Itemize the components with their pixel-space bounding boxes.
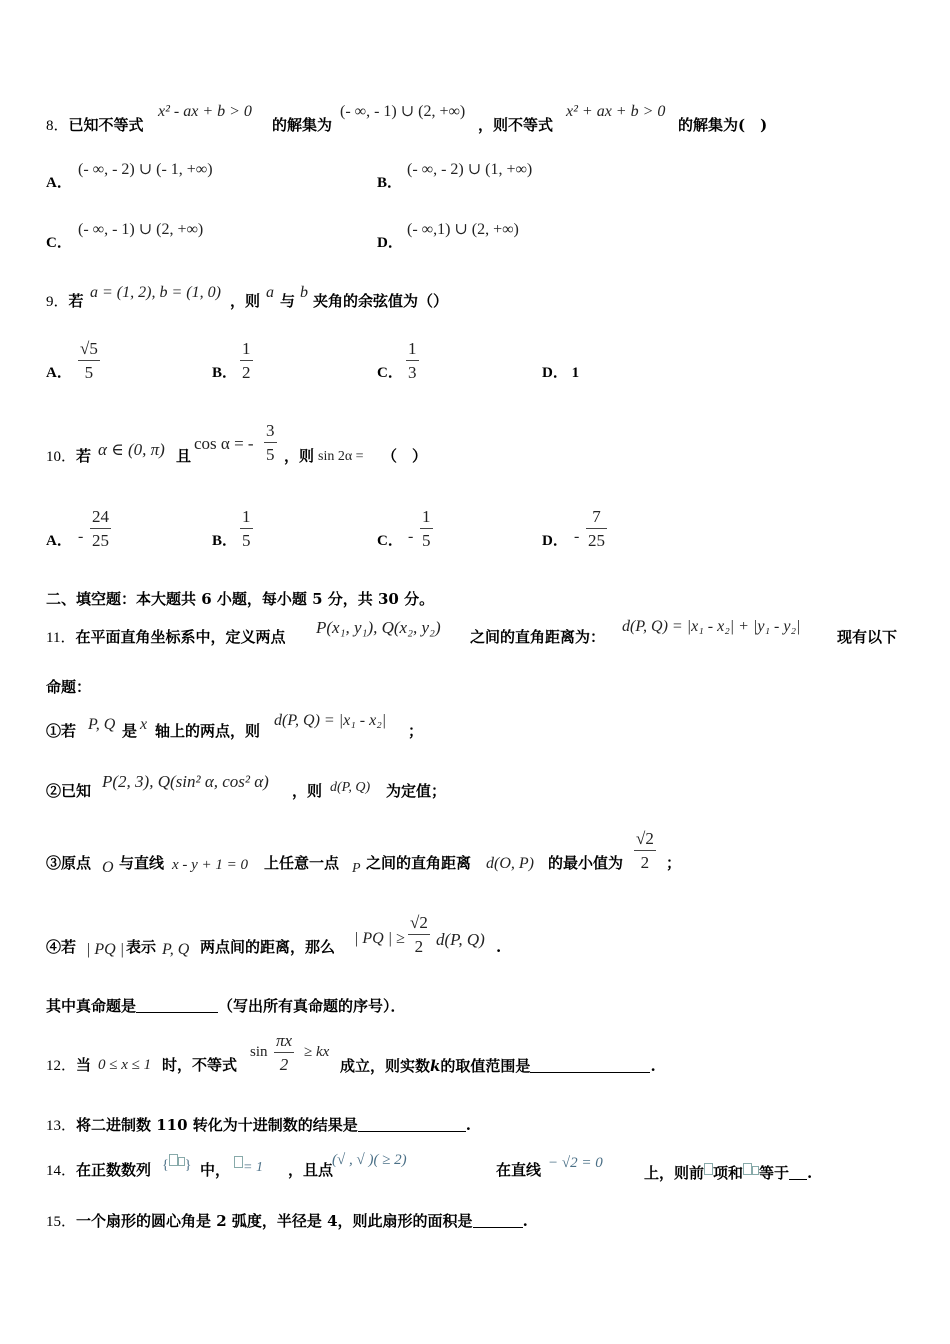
q11-prop-2-d: d(P, Q): [330, 780, 371, 795]
q11-prop-3-line: x - y + 1 = 0: [172, 857, 249, 873]
q9-option-d-label[interactable]: [542, 366, 579, 381]
q9-text-4: 夹角的余弦值为（）: [313, 292, 449, 310]
q15-end: .: [522, 1212, 528, 1230]
q11-prop-4-lhs: | PQ | ≥: [354, 930, 405, 947]
q10-option-c-sign: -: [408, 528, 414, 545]
q8-text-3: ，则不等式: [478, 116, 554, 134]
q9-option-c-numerator: 1: [408, 339, 417, 358]
q10-option-d-label[interactable]: D．: [542, 533, 568, 549]
q10-option-a-label[interactable]: A．: [46, 533, 72, 549]
q10-option-d-sign: -: [574, 528, 580, 545]
q9-option-d-value: 1: [571, 365, 580, 381]
q11-prop-4-numerator: √2: [410, 913, 428, 932]
q8-solution-set: (- ∞, - 1) ∪ (2, +∞): [340, 103, 466, 120]
q11-prop-3-text-3: 之间的直角距离: [366, 854, 472, 872]
q9-option-b-fraction: [240, 340, 253, 381]
q8-stem: [46, 118, 144, 134]
q9-text-2: ，则: [230, 292, 261, 310]
q13-text: 将二进制数 110 转化为十进制数的结果是: [76, 1116, 358, 1134]
q13-number: 13．: [46, 1118, 77, 1134]
q8-option-b-label[interactable]: B．: [377, 175, 403, 191]
section-2-heading: 二、填空题：本大题共 6 小题，每小题 5 分，共 30 分。: [46, 590, 435, 608]
q11-prop-3-denominator: 2: [640, 853, 650, 872]
q14-point: (√ , √ )( ≥ 2): [332, 1152, 407, 1168]
q10-option-b-label[interactable]: B．: [212, 533, 238, 549]
q11-prop-2-prefix: ②已知: [46, 782, 92, 800]
q14-text-1: 在正数数列: [76, 1161, 152, 1179]
q12-answer-line: [340, 1058, 656, 1074]
q9-vector-b: b: [300, 284, 308, 301]
q9-vectors: a = (1, 2), b = (1, 0): [90, 284, 221, 301]
q10-condition-2: cos α = -: [194, 434, 254, 453]
q10-stem: [46, 449, 91, 465]
q10-option-a-sign: -: [78, 528, 84, 545]
q12-text-3: 成立，则实数: [340, 1057, 431, 1075]
q12-numerator: πx: [276, 1031, 293, 1050]
q11-prop-1-end: ；: [408, 722, 424, 740]
q14-answer-blank[interactable]: [789, 1165, 807, 1180]
q12-text-1: 当: [76, 1056, 92, 1074]
q11-prop-4-end: .: [496, 938, 502, 956]
q9-option-b-label[interactable]: B．: [212, 365, 238, 381]
q8-inequality-1: x² - ax + b > 0: [158, 103, 252, 120]
q12-denominator: 2: [279, 1055, 289, 1074]
q10-number: 10．: [46, 449, 77, 465]
q14-text-2: 中，: [200, 1161, 231, 1179]
q9-option-a-denominator: 5: [84, 363, 94, 382]
q8-text-2: 的解集为: [272, 116, 333, 134]
q10-option-b-denominator: 5: [242, 531, 251, 550]
q14-s-subscript: [752, 1166, 759, 1175]
q11-stem: [46, 630, 285, 646]
q10-condition-fraction: [264, 422, 277, 463]
q8-option-a-value: (- ∞, - 2) ∪ (- 1, +∞): [78, 161, 213, 178]
q8-number: 8．: [46, 118, 69, 134]
q12-stem: [46, 1058, 91, 1074]
q10-option-b-numerator: 1: [242, 507, 251, 526]
q9-number: 9．: [46, 294, 69, 310]
q11-prop-3-origin: O: [102, 859, 114, 876]
q10-condition-1: α ∈ (0, π): [98, 440, 165, 459]
q14-condition-text: = 1: [243, 1160, 263, 1175]
q10-text-3: ，则: [284, 447, 315, 465]
q11-text-1: 在平面直角坐标系中，定义两点: [75, 628, 286, 646]
q10-option-a-fraction: [90, 508, 111, 549]
q11-answer-suffix: （写出所有真命题的序号）．: [218, 997, 406, 1015]
q10-option-c-numerator: 1: [422, 507, 431, 526]
q10-cond-numerator: 3: [266, 421, 275, 440]
q8-text-4: 的解集为( ): [678, 116, 768, 134]
q15-number: 15．: [46, 1214, 77, 1230]
q11-prop-1-formula: d(P, Q) = |x₁ - x₂|: [274, 712, 387, 729]
q12-rhs: ≥ kx: [304, 1044, 330, 1060]
q14-text-5: 上，则前: [644, 1164, 705, 1182]
q14-condition: [234, 1156, 263, 1175]
q11-prop-4-text-2: 两点间的距离，那么: [200, 938, 336, 956]
q15-text: 一个扇形的圆心角是 2 弧度，半径是 4，则此扇形的面积是: [76, 1212, 473, 1230]
q11-prop-1-x: x: [140, 716, 148, 733]
q11-number: 11．: [46, 630, 76, 646]
q11-text-2: 之间的直角距离为：: [470, 628, 606, 646]
q13-answer-blank[interactable]: [358, 1117, 466, 1132]
q10-text-4: （ ）: [382, 447, 428, 465]
q11-prop-3-text-4: 的最小值为: [548, 854, 624, 872]
q10-option-c-denominator: 5: [422, 531, 431, 550]
q11-answer-prefix: 其中真命题是: [46, 997, 137, 1015]
q12-range: 0 ≤ x ≤ 1: [98, 1057, 152, 1073]
q9-option-a-label[interactable]: A．: [46, 365, 72, 381]
q12-sin: sin: [250, 1044, 268, 1060]
q12-end: .: [650, 1057, 656, 1075]
q8-option-a-label[interactable]: A．: [46, 175, 72, 191]
q10-option-a-denominator: 25: [92, 531, 109, 550]
q8-text-1: 已知不等式: [68, 116, 144, 134]
q11-prop-2-end: 为定值；: [386, 782, 447, 800]
q12-fraction: [274, 1032, 294, 1073]
q14-end: .: [807, 1164, 813, 1182]
q8-inequality-2: x² + ax + b > 0: [566, 103, 666, 120]
q10-cond-denominator: 5: [266, 445, 275, 464]
q11-prop-3-d: d(O, P): [486, 855, 534, 872]
q9-option-a-numerator: √5: [80, 339, 98, 358]
q11-prop-4-pq2: P, Q: [162, 941, 190, 958]
q11-prop-4-fraction: [408, 914, 430, 955]
q11-prop-1-prefix: ①若: [46, 722, 77, 740]
q11-points: P(x₁, y₁), Q(x₂, y₂): [316, 618, 441, 637]
q11-text-4: 命题：: [46, 678, 92, 696]
q12-k: k: [430, 1057, 441, 1075]
q8-option-b-value: (- ∞, - 2) ∪ (1, +∞): [407, 161, 533, 178]
q10-text-1: 若: [76, 447, 92, 465]
q11-answer-line: [46, 998, 406, 1014]
q11-text-3: 现有以下: [837, 628, 898, 646]
q12-number: 12．: [46, 1058, 77, 1074]
q11-prop-4-pq: | PQ |: [86, 941, 125, 958]
q11-prop-3-numerator: √2: [636, 829, 654, 848]
q11-prop-3-fraction: [634, 830, 656, 871]
q9-option-a-fraction: [78, 340, 100, 381]
q9-option-b-denominator: 2: [242, 363, 251, 382]
q8-option-c-label[interactable]: C．: [46, 235, 72, 251]
q12-answer-blank[interactable]: [530, 1058, 650, 1073]
q11-prop-3-prefix: ③原点: [46, 854, 92, 872]
q14-sequence-symbol: { }: [162, 1154, 191, 1173]
q9-option-c-label[interactable]: C．: [377, 365, 403, 381]
q11-prop-1-text-1: 是: [122, 722, 138, 740]
q14-number: 14．: [46, 1163, 77, 1179]
q10-option-b-fraction: [240, 508, 253, 549]
q13-end: .: [465, 1116, 472, 1134]
q8-option-d-label[interactable]: D．: [377, 235, 403, 251]
q11-prop-4-text-1: 表示: [126, 938, 157, 956]
q11-prop-1-text-2: 轴上的两点，则: [155, 722, 261, 740]
q8-option-d-value: (- ∞,1) ∪ (2, +∞): [407, 221, 519, 238]
q10-text-2: 且: [176, 447, 192, 465]
q11-prop-2-points: P(2, 3), Q(sin² α, cos² α): [102, 772, 269, 791]
q9-option-c-fraction: [406, 340, 419, 381]
q14-line: − √2 = 0: [548, 1155, 603, 1171]
q14-text-3: ，且点: [288, 1161, 334, 1179]
q10-option-d-denominator: 25: [588, 531, 605, 550]
q11-prop-2-text-1: ，则: [292, 782, 323, 800]
q11-prop-3-p: P: [352, 861, 361, 876]
q9-option-b-numerator: 1: [242, 339, 251, 358]
q11-prop-4-denominator: 2: [414, 937, 424, 956]
q11-prop-3-text-2: 上任意一点: [264, 854, 340, 872]
q14-text-7: 等于: [759, 1164, 790, 1182]
q14-n-symbol: [704, 1163, 713, 1175]
q11-prop-4-rhs: d(P, Q): [436, 930, 485, 949]
q13-stem: [46, 1117, 471, 1134]
q14-text-6: 项和: [713, 1164, 744, 1182]
q10-option-a-numerator: 24: [92, 507, 109, 526]
q12-text-4: 的取值范围是: [440, 1057, 531, 1075]
q9-text-1: 若: [68, 292, 84, 310]
q11-answer-blank[interactable]: [136, 998, 218, 1013]
q9-option-d-letter: D．: [542, 365, 568, 381]
q11-prop-4-prefix: ④若: [46, 938, 77, 956]
q14-text-4: 在直线: [496, 1161, 542, 1179]
q11-prop-3-end: ；: [666, 854, 682, 872]
q9-text-3: 与: [280, 292, 296, 310]
q9-stem: [46, 294, 84, 310]
q10-expression: sin 2α =: [318, 449, 364, 464]
q8-option-c-value: (- ∞, - 1) ∪ (2, +∞): [78, 221, 204, 238]
q12-text-2: 时，不等式: [162, 1056, 238, 1074]
q9-vector-a: a: [266, 284, 274, 301]
q11-prop-1-pq: P, Q: [88, 716, 116, 733]
q14-answer-line: [644, 1163, 812, 1181]
q14-stem: [46, 1163, 151, 1179]
q10-option-c-fraction: [420, 508, 433, 549]
q9-option-c-denominator: 3: [408, 363, 417, 382]
q14-s-symbol: [743, 1163, 752, 1175]
q15-stem: [46, 1213, 528, 1230]
q15-answer-blank[interactable]: [473, 1213, 523, 1228]
q10-option-d-numerator: 7: [592, 507, 601, 526]
q10-option-d-fraction: [586, 508, 607, 549]
q10-option-c-label[interactable]: C．: [377, 533, 403, 549]
q11-distance-formula: d(P, Q) = |x₁ - x₂| + |y₁ - y₂|: [622, 618, 801, 635]
q11-prop-3-text-1: 与直线: [119, 854, 165, 872]
